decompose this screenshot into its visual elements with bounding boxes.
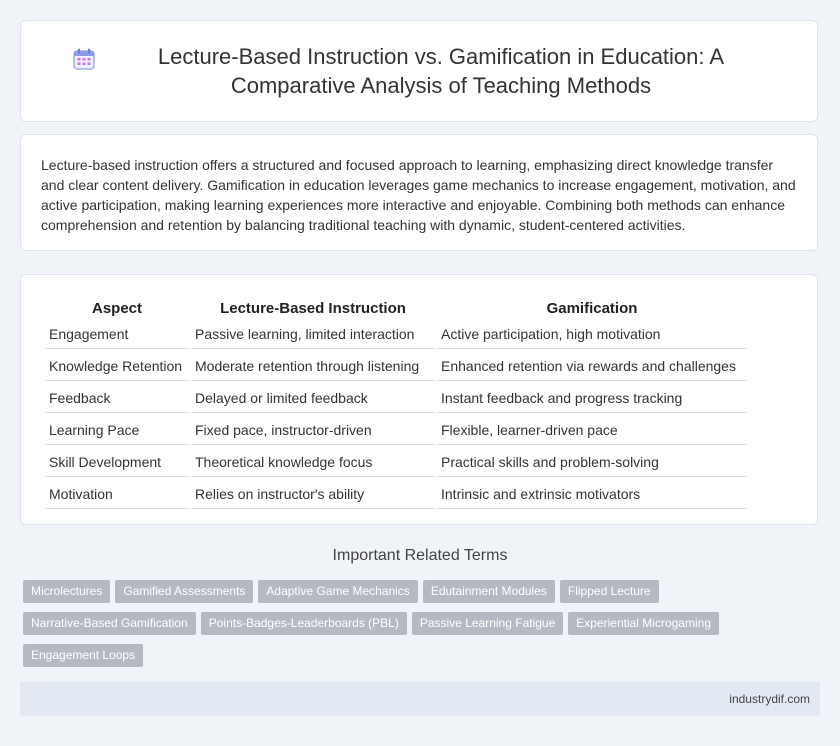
cell-lecture: Fixed pace, instructor-driven	[191, 415, 435, 445]
term-tag[interactable]: Flipped Lecture	[560, 580, 659, 603]
table-row	[45, 351, 747, 381]
comparison-table	[43, 295, 749, 511]
cell-lecture: Theoretical knowledge focus	[191, 447, 435, 477]
term-tag[interactable]: Gamified Assessments	[115, 580, 253, 603]
term-tag[interactable]: Adaptive Game Mechanics	[258, 580, 417, 603]
cell-aspect: Motivation	[45, 479, 189, 509]
footer-site[interactable]: industrydif.com	[729, 692, 810, 706]
table-header-row	[45, 297, 747, 317]
cell-lecture: Relies on instructor's ability	[191, 479, 435, 509]
intro-card	[20, 134, 818, 251]
cell-aspect: Knowledge Retention	[45, 351, 189, 381]
cell-gamification: Flexible, learner-driven pace	[437, 415, 747, 445]
table-row	[45, 415, 747, 445]
header-lecture: Lecture-Based Instruction	[220, 299, 406, 317]
cell-gamification: Active participation, high motivation	[437, 319, 747, 349]
header-gamification: Gamification	[546, 299, 638, 317]
cell-aspect: Engagement	[45, 319, 189, 349]
calendar-icon	[72, 47, 96, 71]
cell-gamification: Instant feedback and progress tracking	[437, 383, 747, 413]
footer	[20, 682, 820, 716]
page-title: Lecture-Based Instruction vs. Gamification in Education: A Comparative Analysis of Teaching Methods	[157, 44, 725, 98]
cell-aspect: Skill Development	[45, 447, 189, 477]
cell-lecture: Moderate retention through listening	[191, 351, 435, 381]
cell-aspect: Feedback	[45, 383, 189, 413]
header-aspect: Aspect	[91, 299, 143, 317]
table-row	[45, 383, 747, 413]
cell-lecture: Passive learning, limited interaction	[191, 319, 435, 349]
table-row	[45, 479, 747, 509]
cell-gamification: Practical skills and problem-solving	[437, 447, 747, 477]
cell-lecture: Delayed or limited feedback	[191, 383, 435, 413]
cell-aspect: Learning Pace	[45, 415, 189, 445]
intro-text: Lecture-based instruction offers a structured and focused approach to learning, emphasizing direct knowledge transfer and clear content delivery. Gamification in education leverages game mechanics to increase engagement, motivation, and active participation, making learning experiences more interactive and enjoyable. Combining both methods can enhance comprehension and retention by balancing traditional teaching with dynamic, student-centered activities.	[41, 157, 796, 233]
related-terms-title: Important Related Terms	[332, 547, 508, 564]
term-tag[interactable]: Experiential Microgaming	[568, 612, 719, 635]
related-terms-list	[23, 580, 813, 676]
comparison-card	[20, 274, 818, 525]
table-row	[45, 447, 747, 477]
title-card	[20, 20, 818, 122]
term-tag[interactable]: Edutainment Modules	[423, 580, 555, 603]
term-tag[interactable]: Microlectures	[23, 580, 110, 603]
cell-gamification: Intrinsic and extrinsic motivators	[437, 479, 747, 509]
cell-gamification: Enhanced retention via rewards and challenges	[437, 351, 747, 381]
term-tag[interactable]: Narrative-Based Gamification	[23, 612, 196, 635]
term-tag[interactable]: Passive Learning Fatigue	[412, 612, 563, 635]
table-row	[45, 319, 747, 349]
term-tag[interactable]: Points-Badges-Leaderboards (PBL)	[201, 612, 407, 635]
term-tag[interactable]: Engagement Loops	[23, 644, 143, 667]
